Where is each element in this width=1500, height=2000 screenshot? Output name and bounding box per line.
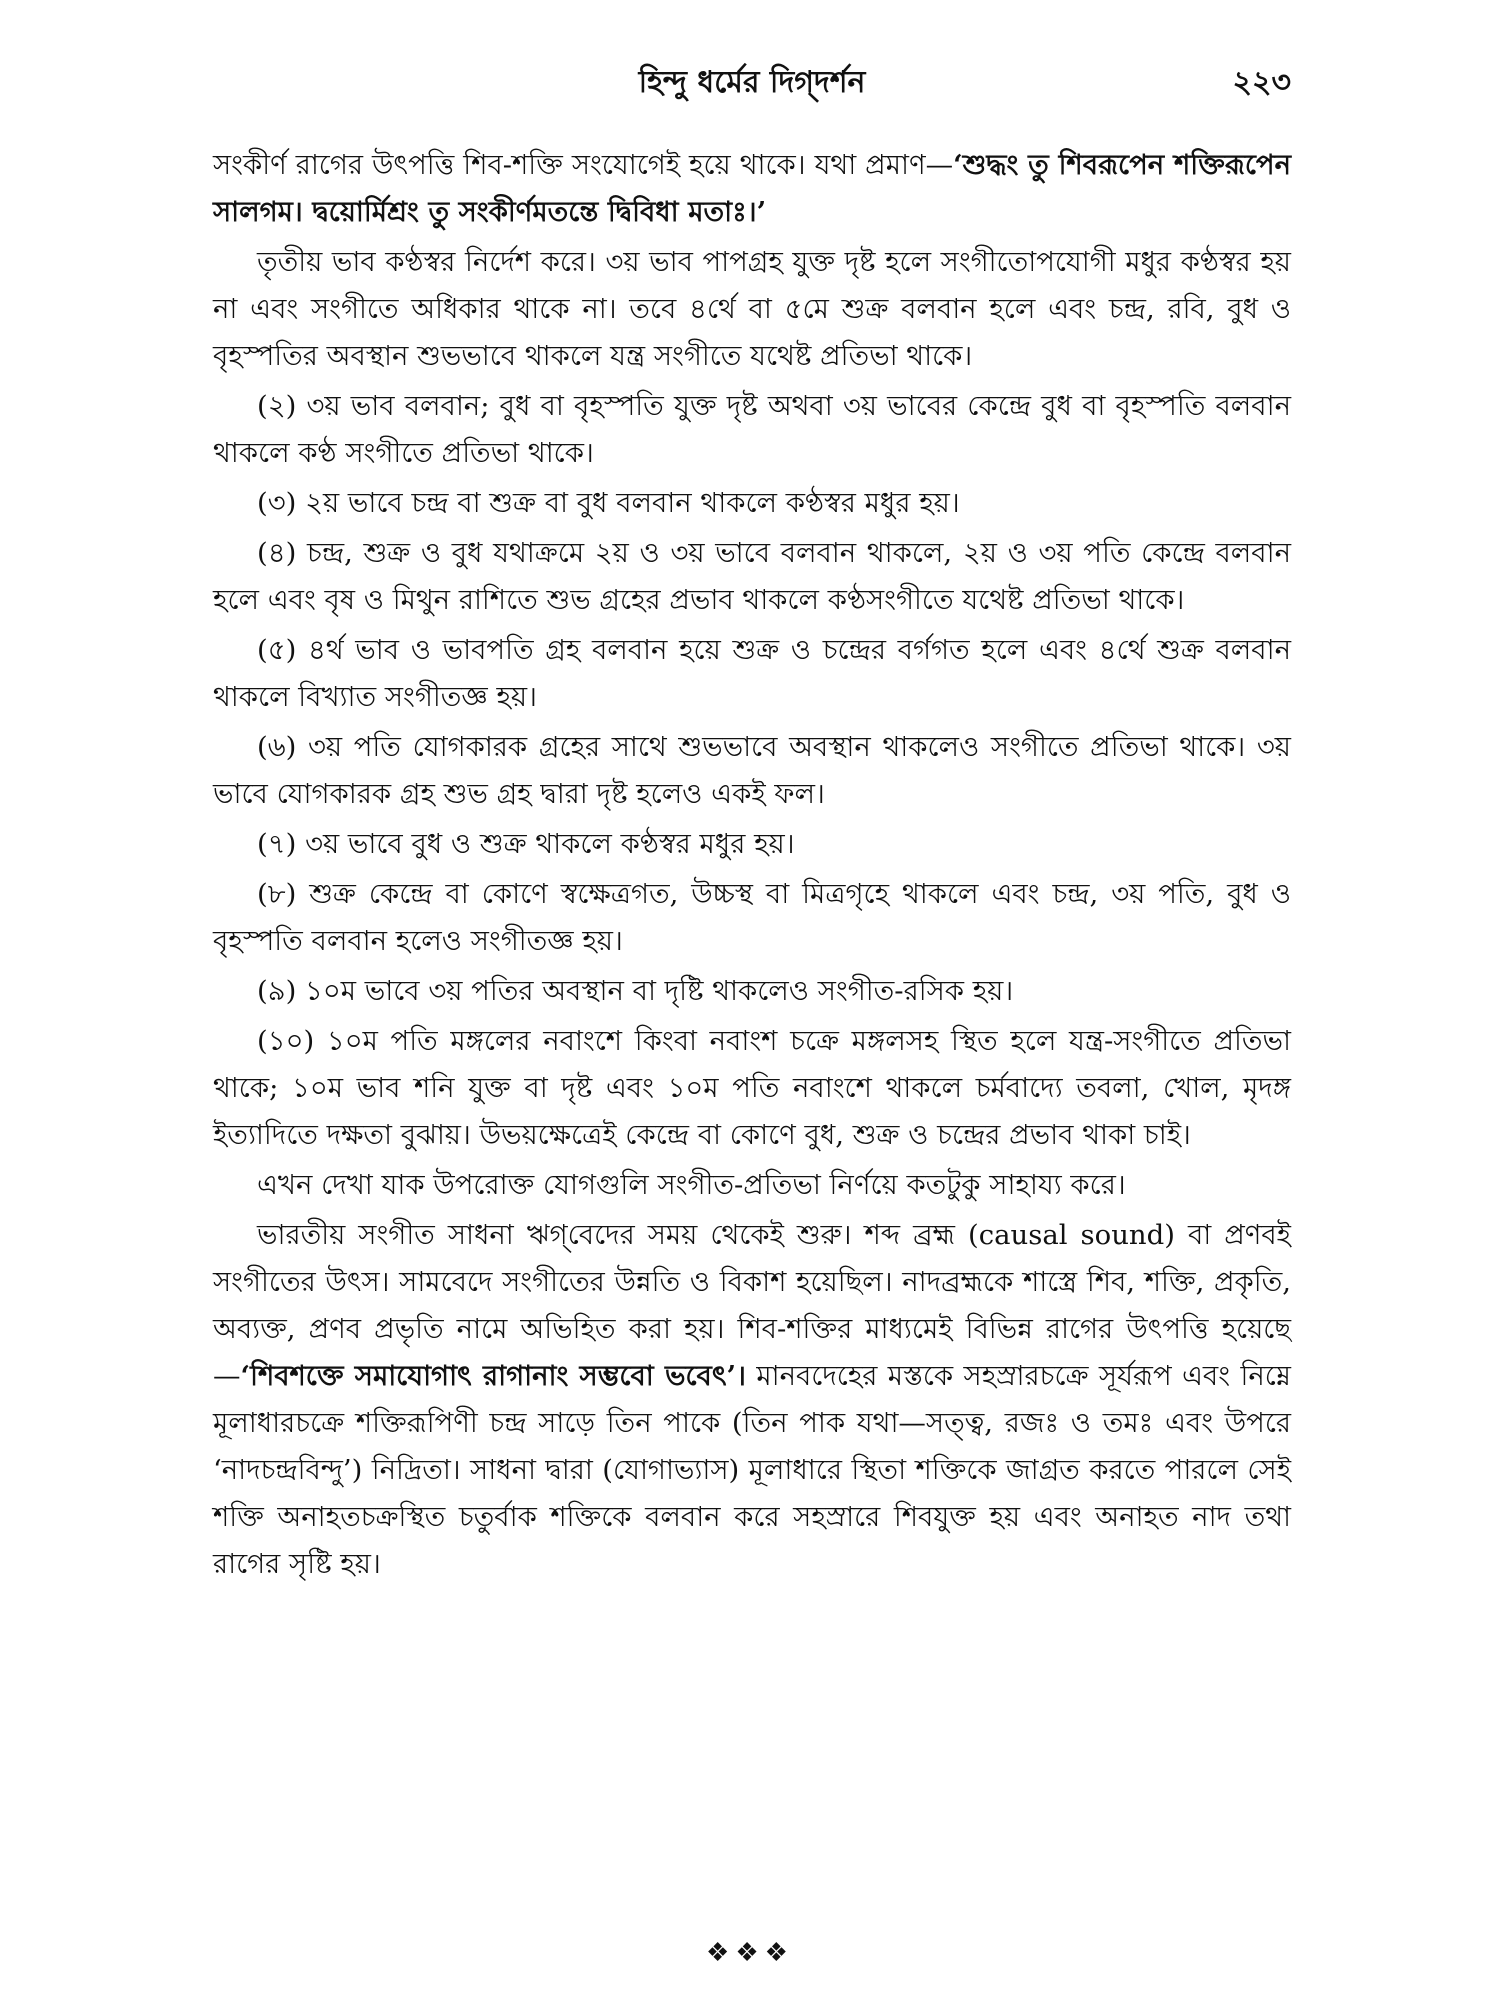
running-title: হিন্দু ধর্মের দিগ্‌দর্শন [638,65,866,100]
paragraph-10-text: (৯) ১০ম ভাবে ৩য় পতির অবস্থান বা দৃষ্টি থাকলেও সংগীত-রসিক হয়। [257,975,1014,1007]
page-number: ২২৩ [1232,65,1291,100]
end-ornament: ❖❖❖ [706,1938,794,1968]
paragraph-13-quote: ‘শিবশক্তে সমাযোগাৎ রাগানাং সম্ভবো ভবেৎ’। [240,1360,746,1392]
paragraph-9 [213,871,1291,965]
paragraph-6 [213,627,1291,721]
paragraph-8-text: (৭) ৩য় ভাবে বুধ ও শুক্র থাকলে কণ্ঠস্বর মধুর হয়। [257,828,795,860]
paragraph-1 [213,142,1291,236]
paragraph-4 [213,480,1291,527]
paragraph-4-text: (৩) ২য় ভাবে চন্দ্র বা শুক্র বা বুধ বলবান থাকলে কণ্ঠস্বর মধুর হয়। [257,487,960,519]
paragraph-13-text-end: মানবদেহের মস্তকে সহস্রারচক্রে সূর্যরূপ এবং নিম্নে মূলাধারচক্রে শক্তিরূপিণী চন্দ্র সাড়ে তিন পাকে (তিন পাক যথা—সত্ত্ব, রজঃ ও তমঃ এবং উপরে ‘নাদচন্দ্রবিন্দু’) নিদ্রিতা। সাধনা দ্বারা (যোগাভ্যাস) মূলাধারে স্থিতা শক্তিকে জাগ্রত করতে পারলে সেই শক্তি অনাহতচক্রস্থিত চতুর্বাক শক্তিকে বলবান করে সহস্রারে শিবযুক্ত হয় এবং অনাহত নাদ তথা রাগের সৃষ্টি হয়। [213,1360,1291,1580]
paragraph-5-text: (৪) চন্দ্র, শুক্র ও বুধ যথাক্রমে ২য় ও ৩য় ভাবে বলবান থাকলে, ২য় ও ৩য় পতি কেন্দ্রে বলবান হলে এবং বৃষ ও মিথুন রাশিতে শুভ গ্রহের প্রভাব থাকলে কণ্ঠসংগীতে যথেষ্ট প্রতিভা থাকে। [213,537,1291,616]
body-text [213,142,1291,1591]
paragraph-12 [213,1162,1291,1209]
paragraph-6-text: (৫) ৪র্থ ভাব ও ভাবপতি গ্রহ বলবান হয়ে শুক্র ও চন্দ্রের বর্গগত হলে এবং ৪র্থে শুক্র বলবান থাকলে বিখ্যাত সংগীতজ্ঞ হয়। [213,634,1291,713]
paragraph-1-text: সংকীর্ণ রাগের উৎপত্তি শিব-শক্তি সংযোগেই হয়ে থাকে। যথা প্রমাণ— [213,149,954,181]
paragraph-2-text: তৃতীয় ভাব কণ্ঠস্বর নির্দেশ করে। ৩য় ভাব পাপগ্রহ যুক্ত দৃষ্ট হলে সংগীতোপযোগী মধুর কণ্ঠস্বর হয় না এবং সংগীতে অধিকার থাকে না। তবে ৪র্থে বা ৫মে শুক্র বলবান হলে এবং চন্দ্র, রবি, বুধ ও বৃহস্পতির অবস্থান শুভভাবে থাকলে যন্ত্র সংগীতে যথেষ্ট প্রতিভা থাকে। [213,246,1291,372]
paragraph-2 [213,239,1291,380]
paragraph-7 [213,724,1291,818]
paragraph-3-text: (২) ৩য় ভাব বলবান; বুধ বা বৃহস্পতি যুক্ত দৃষ্ট অথবা ৩য় ভাবের কেন্দ্রে বুধ বা বৃহস্পতি বলবান থাকলে কণ্ঠ সংগীতে প্রতিভা থাকে। [213,390,1291,469]
paragraph-7-text: (৬) ৩য় পতি যোগকারক গ্রহের সাথে শুভভাবে অবস্থান থাকলেও সংগীতে প্রতিভা থাকে। ৩য় ভাবে যোগকারক গ্রহ শুভ গ্রহ দ্বারা দৃষ্ট হলেও একই ফল। [213,731,1291,810]
paragraph-11-text: (১০) ১০ম পতি মঙ্গলের নবাংশে কিংবা নবাংশ চক্রে মঙ্গলসহ স্থিত হলে যন্ত্র-সংগীতে প্রতিভা থাকে; ১০ম ভাব শনি যুক্ত বা দৃষ্ট এবং ১০ম পতি নবাংশে থাকলে চর্মবাদ্যে তবলা, খোল, মৃদঙ্গ ইত্যাদিতে দক্ষতা বুঝায়। উভয়ক্ষেত্রেই কেন্দ্রে বা কোণে বুধ, শুক্র ও চন্দ্রের প্রভাব থাকা চাই। [213,1025,1291,1151]
paragraph-11 [213,1018,1291,1159]
paragraph-1-quote: ‘শুদ্ধং তু শিবরূপেন শক্তিরূপেন সালগম। দ্বয়োর্মিশ্রং তু সংকীর্ণমতন্তে দ্বিবিধা মতাঃ।’ [213,149,1291,228]
paragraph-12-text: এখন দেখা যাক উপরোক্ত যোগগুলি সংগীত-প্রতিভা নির্ণয়ে কতটুকু সাহায্য করে। [257,1169,1126,1201]
running-header [213,58,1291,108]
paragraph-9-text: (৮) শুক্র কেন্দ্রে বা কোণে স্বক্ষেত্রগত, উচ্চস্থ বা মিত্রগৃহে থাকলে এবং চন্দ্র, ৩য় পতি, বুধ ও বৃহস্পতি বলবান হলেও সংগীতজ্ঞ হয়। [213,878,1291,957]
paragraph-3 [213,383,1291,477]
paragraph-13 [213,1212,1291,1588]
paragraph-13-text: ভারতীয় সংগীত সাধনা ঋগ্‌বেদের সময় থেকেই শুরু। শব্দ ব্রহ্ম (causal sound) বা প্রণবই সংগীতের উৎস। সামবেদে সংগীতের উন্নতি ও বিকাশ হয়েছিল। নাদব্রহ্মকে শাস্ত্রে শিব, শক্তি, প্রকৃতি, অব্যক্ত, প্রণব প্রভৃতি নামে অভিহিত করা হয়। শিব-শক্তির মাধ্যমেই বিভিন্ন রাগের উৎপত্তি হয়েছে— [213,1219,1291,1392]
paragraph-5 [213,530,1291,624]
paragraph-8 [213,821,1291,868]
paragraph-10 [213,968,1291,1015]
